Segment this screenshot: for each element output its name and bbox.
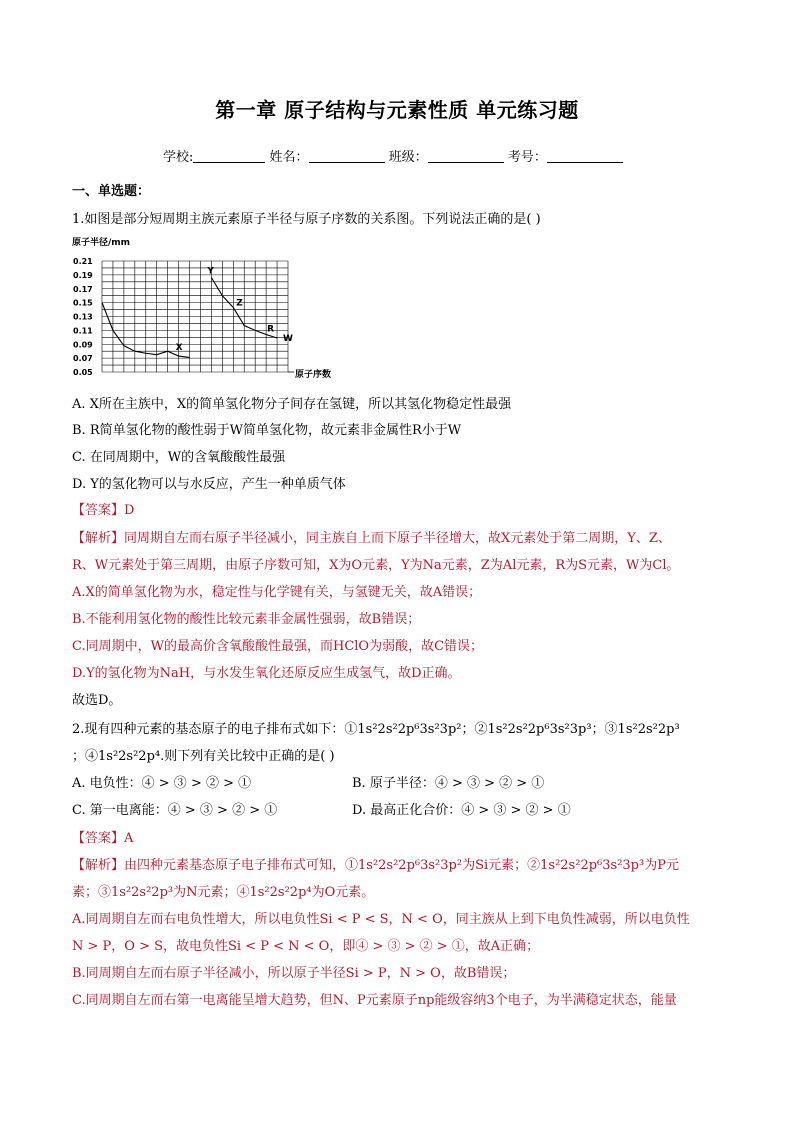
q2-stem-2: ；④1s²2s²2p⁴.则下列有关比较中正确的是( ) — [72, 749, 335, 764]
q2-analysis-2: 素；③1s²2s²2p³为N元素；④1s²2s²2p⁴为O元素。 — [72, 885, 375, 900]
q2-option-d: D. 最高正化合价：④ > ③ > ② > ① — [352, 803, 571, 818]
y-tick-label: 0.11 — [73, 326, 93, 336]
q2-analysis-6: C.同周期自左而右第一电离能呈增大趋势，但N、P元素原子np能级容纳3个电子，为半满稳定状态，能量 — [72, 993, 677, 1008]
q2-option-b: B. 原子半径：④ > ③ > ② > ① — [352, 776, 545, 791]
q2-analysis-3: A.同周期自左而右电负性增大，所以电负性Si < P < S，N < O，同主族从上到下电负性减弱，所以电负性 — [72, 912, 690, 927]
y-tick-label: 0.15 — [73, 298, 93, 308]
q2-analysis-4: N > P，O > S，故电负性Si < P < N < O，即④ > ③ > ② > ①，故A正确； — [72, 939, 540, 954]
q1-option-c: C. 在同周期中，W的含氧酸酸性最强 — [72, 450, 286, 465]
q1-stem: 1.如图是部分短周期主族元素原子半径与原子序数的关系图。下列说法正确的是( ) — [72, 212, 541, 227]
y-tick-label: 0.17 — [73, 284, 93, 294]
exam-no-blank[interactable] — [547, 148, 623, 163]
class-label: 班级： — [388, 150, 428, 165]
exam-no-label: 考号： — [507, 150, 547, 165]
q1-conclusion: 故选D。 — [72, 693, 122, 708]
q1-option-d: D. Y的氢化物可以与水反应，产生一种单质气体 — [72, 477, 346, 492]
name-blank[interactable] — [309, 148, 385, 163]
q2-analysis-5: B.同周期自左而右原子半径减小，所以原子半径Si > P，N > O，故B错误； — [72, 966, 516, 981]
q1-analysis-2: R、W元素处于第三周期，由原子序数可知，X为O元素，Y为Na元素，Z为Al元素，R为S元素，W为Cl。 — [72, 558, 680, 573]
q1-analysis-3: A.X的简单氢化物为水，稳定性与化学键有关，与氢键无关，故A错误； — [72, 585, 482, 600]
page-title: 第一章 原子结构与元素性质 单元练习题 — [215, 98, 579, 122]
chart-annotation-label: Y — [207, 266, 214, 277]
school-blank[interactable] — [193, 148, 265, 163]
section-heading: 一、单选题： — [72, 184, 151, 199]
y-tick-label: 0.13 — [73, 312, 93, 322]
q1-analysis-1: 【解析】同周期自左而右原子半径减小，同主族自上而下原子半径增大，故X元素处于第二周期，Y、Z、 — [72, 531, 671, 546]
y-tick-label: 0.19 — [73, 270, 93, 280]
atomic-radius-chart — [70, 235, 360, 380]
school-label: 学校: — [163, 150, 194, 165]
class-blank[interactable] — [428, 148, 504, 163]
q2-analysis-1: 【解析】由四种元素基态原子电子排布式可知，①1s²2s²2p⁶3s²3p²为Si元素；②1s²2s²2p⁶3s²3p³为P元 — [72, 858, 679, 873]
y-tick-label: 0.09 — [73, 340, 93, 350]
chart-grid — [102, 261, 294, 372]
q2-option-c: C. 第一电离能：④ > ③ > ② > ① — [72, 803, 278, 818]
name-label: 姓名： — [269, 150, 309, 165]
q1-option-b: B. R简单氢化物的酸性弱于W简单氢化物，故元素非金属性R小于W — [72, 423, 462, 438]
y-tick-label: 0.07 — [73, 354, 93, 364]
chart-annotation-label: W — [283, 334, 293, 345]
chart-y-ticks — [73, 257, 93, 377]
student-info-row — [163, 146, 623, 165]
y-tick-label: 0.05 — [73, 368, 93, 377]
q1-analysis-4: B.不能利用氢化物的酸性比较元素非金属性强弱，故B错误； — [72, 612, 421, 627]
q1-analysis-5: C.同周期中，W的最高价含氧酸酸性最强，而HClO为弱酸，故C错误； — [72, 639, 484, 654]
q1-analysis-6: D.Y的氢化物为NaH，与水发生氧化还原反应生成氢气，故D正确。 — [72, 666, 461, 681]
chart-ylabel: 原子半径/mm — [72, 238, 131, 248]
q2-answer: 【答案】A — [72, 831, 134, 846]
q1-option-a: A. X所在主族中，X的简单氢化物分子间存在氢键，所以其氢化物稳定性最强 — [72, 397, 512, 412]
chart-xlabel: 原子序数 — [295, 370, 332, 380]
q2-option-a: A. 电负性：④ > ③ > ② > ① — [72, 776, 252, 791]
chart-annotation-label: R — [267, 324, 275, 335]
chart-annotation-label: Z — [236, 298, 243, 309]
y-tick-label: 0.21 — [73, 257, 93, 266]
q2-stem-1: 2.现有四种元素的基态原子的电子排布式如下：①1s²2s²2p⁶3s²3p²；②1s²2s²2p⁶3s²3p³；③1s²2s²2p³ — [72, 722, 680, 737]
chart-annotation-label: X — [175, 343, 183, 354]
q1-answer: 【答案】D — [72, 503, 135, 518]
